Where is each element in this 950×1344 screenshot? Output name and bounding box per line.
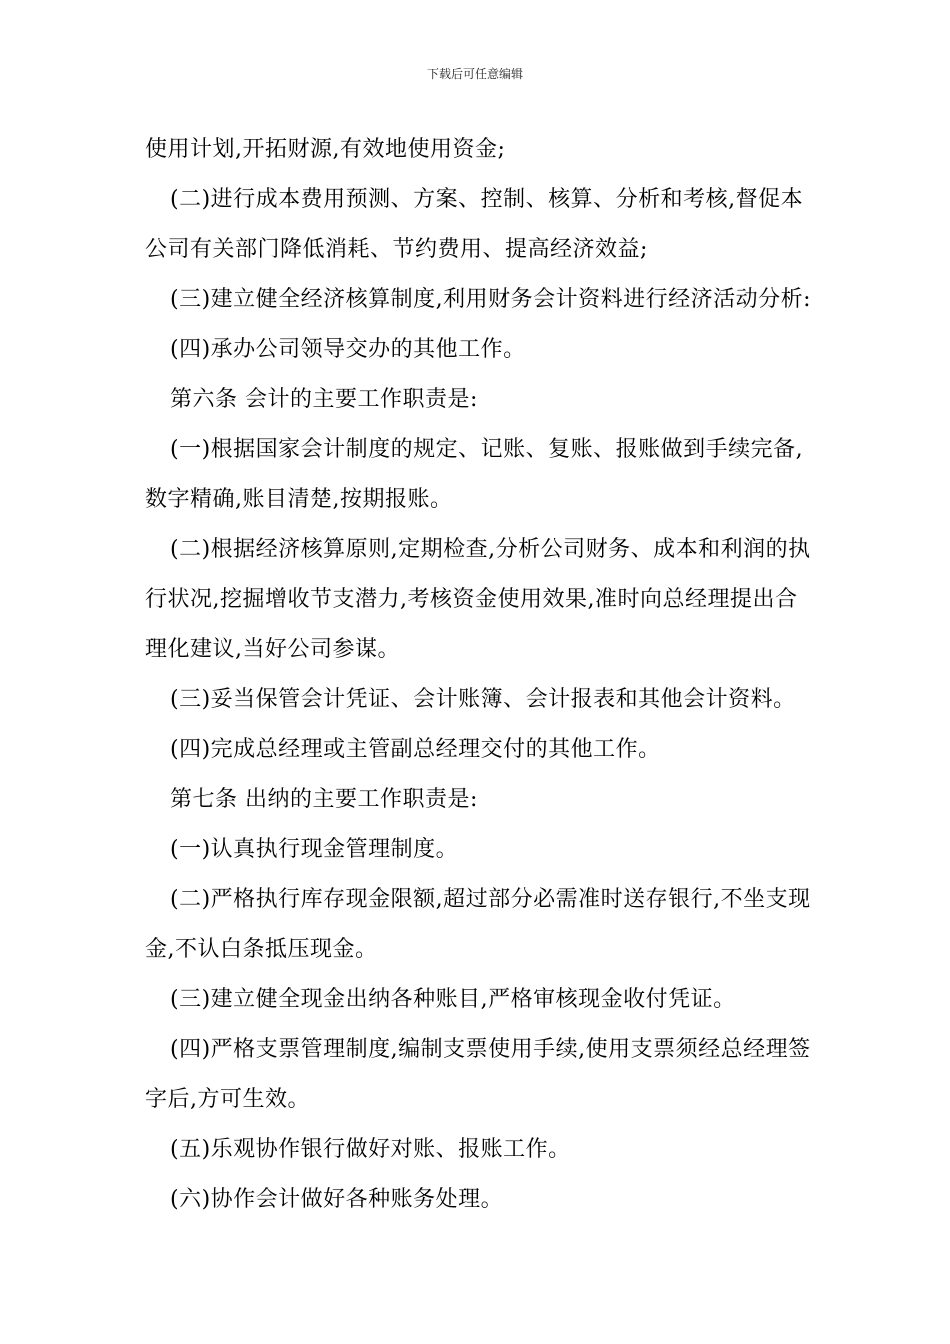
text-line: (五)乐观协作银行做好对账、报账工作。: [170, 1137, 571, 1162]
text-line: (一)认真执行现金管理制度。: [170, 837, 459, 862]
text-line: (二)根据经济核算原则,定期检查,分析公司财务、成本和利润的执: [170, 537, 811, 562]
text-line: (四)严格支票管理制度,编制支票使用手续,使用支票须经总经理签: [170, 1037, 811, 1062]
text-line: 第七条 出纳的主要工作职责是:: [170, 787, 478, 812]
text-line: (四)承办公司领导交办的其他工作。: [170, 337, 526, 362]
document-body: [145, 125, 810, 1225]
text-line: (二)严格执行库存现金限额,超过部分必需准时送存银行,不坐支现: [170, 887, 811, 912]
text-line: 使用计划,开拓财源,有效地使用资金;: [145, 137, 506, 162]
text-line: (三)建立健全经济核算制度,利用财务会计资料进行经济活动分析:: [170, 287, 812, 312]
text-line: 数字精确,账目清楚,按期报账。: [145, 487, 453, 512]
page-header-note: 下载后可任意编辑: [426, 67, 523, 81]
text-line: (三)建立健全现金出纳各种账目,严格审核现金收付凭证。: [170, 987, 736, 1012]
text-line: (六)协作会计做好各种账务处理。: [170, 1187, 504, 1212]
text-line: (四)完成总经理或主管副总经理交付的其他工作。: [170, 737, 661, 762]
text-line: 理化建议,当好公司参谋。: [145, 637, 400, 662]
text-line: 第六条 会计的主要工作职责是:: [170, 387, 478, 412]
text-line: (一)根据国家会计制度的规定、记账、复账、报账做到手续完备,: [170, 437, 804, 462]
text-line: 行状况,挖掘增收节支潜力,考核资金使用效果,准时向总经理提出合: [145, 587, 798, 612]
text-line: 金,不认白条抵压现金。: [145, 937, 378, 962]
text-line: 公司有关部门降低消耗、节约费用、提高经济效益;: [145, 237, 648, 262]
text-line: (二)进行成本费用预测、方案、控制、核算、分析和考核,督促本: [170, 187, 804, 212]
text-line: (三)妥当保管会计凭证、会计账簿、会计报表和其他会计资料。: [170, 687, 796, 712]
text-line: 字后,方可生效。: [145, 1087, 310, 1112]
